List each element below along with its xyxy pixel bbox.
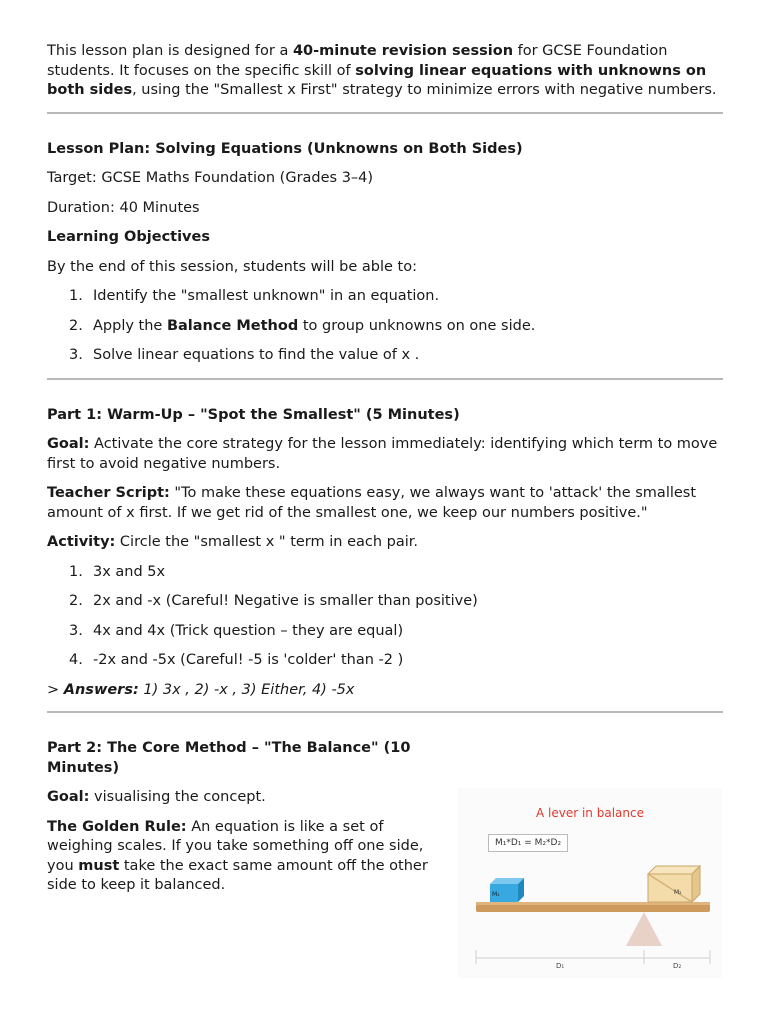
lever-illustration xyxy=(458,788,722,978)
list-item: 4. -2x and -5x (Careful! -5 is 'colder' than -2 ) xyxy=(69,652,404,668)
part1-goal: Goal: Activate the core strategy for the lesson immediately: identifying which term to move first to avoid negative numbers. xyxy=(47,436,718,472)
balance-formula: M₁*D₁ = M₂*D₂ xyxy=(488,834,568,852)
fulcrum-triangle xyxy=(626,912,662,946)
divider xyxy=(47,112,723,114)
golden-rule: The Golden Rule: An equation is like a set of weighing scales. If you take something off one side, you must take the exact same amount off the other side to keep it balanced. xyxy=(47,818,428,893)
list-item: 2. Apply the Balance Method to group unknowns on one side. xyxy=(69,317,536,334)
list-item: 1. Identify the "smallest unknown" in an equation. xyxy=(69,288,440,304)
intro-paragraph: This lesson plan is designed for a 40-minute revision session for GCSE Foundation students. It focuses on the specific skill of solving linear equations with unknowns on both sides, using the "Smallest x First" strategy to minimize errors with negative numbers. xyxy=(47,43,717,98)
objectives-list xyxy=(47,287,723,366)
duration-line: Duration: 40 Minutes xyxy=(47,199,200,216)
lever-balance-figure xyxy=(458,788,722,978)
list-item: 2. 2x and -x (Careful! Negative is smaller than positive) xyxy=(69,593,478,609)
figure-title: A lever in balance xyxy=(536,806,644,820)
part2-goal: Goal: visualising the concept. xyxy=(47,789,266,805)
part1-title: Part 1: Warm-Up – "Spot the Smallest" (5 Minutes) xyxy=(47,406,460,423)
m2-label: M₂ xyxy=(674,889,682,896)
m1-label: M₁ xyxy=(492,891,500,898)
lesson-plan-title: Lesson Plan: Solving Equations (Unknowns on Both Sides) xyxy=(47,140,523,157)
part1-activity: Activity: Circle the "smallest x " term in each pair. xyxy=(47,534,419,550)
list-item: 3. 4x and 4x (Trick question – they are equal) xyxy=(69,622,404,639)
d2-label: D₂ xyxy=(673,962,682,970)
d1-label: D₁ xyxy=(556,962,565,970)
list-item: 1. 3x and 5x xyxy=(69,563,166,580)
objectives-intro: By the end of this session, students will be able to: xyxy=(47,258,417,275)
activity-list xyxy=(47,563,723,671)
objectives-heading: Learning Objectives xyxy=(47,229,210,245)
part1-teacher-script: Teacher Script: "To make these equations easy, we always want to 'attack' the smallest amount of x first. If we get rid of the smallest one, we keep our numbers positive." xyxy=(47,485,697,521)
part2-title: Part 2: The Core Method – "The Balance" (10 Minutes) xyxy=(47,740,411,776)
target-line: Target: GCSE Maths Foundation (Grades 3–4) xyxy=(47,170,374,186)
answers-line: > Answers: 1) 3x , 2) -x , 3) Either, 4) -5x xyxy=(47,681,355,698)
list-item: 3. Solve linear equations to find the value of x . xyxy=(69,347,420,363)
divider xyxy=(47,378,723,380)
document-content xyxy=(47,42,723,896)
